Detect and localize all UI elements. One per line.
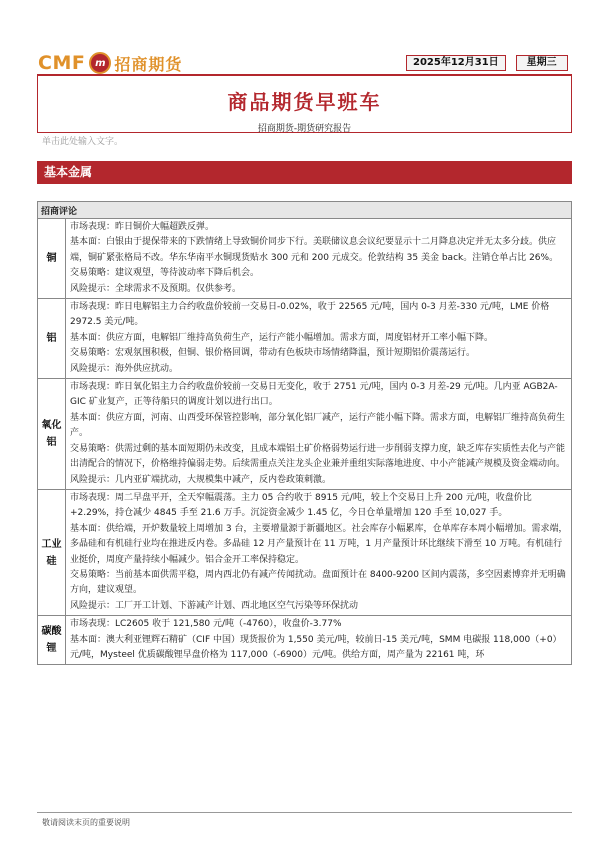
comment-table [37, 201, 572, 665]
logo-seal-icon: m [89, 52, 111, 74]
metal-comment [66, 219, 572, 299]
comment-line: 基本面：澳大利亚锂辉石精矿（CIF 中国）现货报价为 1,550 美元/吨，较前日-15 美元/吨，SMM 电碳报 118,000（+0）元/吨，Mysteel 优质碳酸锂早盘价格为 117,000（-6900）元/吨。供给方面，周产量为 22161 吨，环 [70, 634, 562, 660]
comment-line: 交易策略：宏观氛围积极，但铜、银价格回调，带动有色板块市场情绪降温，预计短期铝价震荡运行。 [70, 348, 476, 359]
page-subtitle: 招商期货-期货研究报告 [257, 124, 352, 134]
metal-comment [66, 379, 572, 490]
footer-divider [37, 812, 572, 813]
report-date: 2025年12月31日 [406, 55, 506, 71]
date-box [406, 55, 568, 71]
comment-line: 风险提示：全球需求不及预期。仅供参考。 [70, 283, 242, 294]
table-row [38, 219, 572, 299]
comment-line: 市场表现：昨日铜价大幅超跌反弹。 [70, 222, 215, 232]
table-row [38, 616, 572, 665]
comment-line: 交易策略：建议观望，等待波动率下降后机会。 [70, 268, 260, 279]
comment-line: 市场表现：LC2605 收于 121,580 元/吨（-4760），收盘价-3.77% [70, 619, 342, 630]
page-title: 商品期货早班车 [227, 90, 382, 114]
comment-header-label: 招商评论 [38, 202, 572, 219]
comment-line: 交易策略：当前基本面供需平稳，周内西北仍有减产传闻扰动。盘面预计在 8400-9200 区间内震荡，多空因素博弈并无明确方向，建议观望。 [70, 569, 566, 596]
metal-comment [66, 489, 572, 615]
metal-name: 铝 [38, 299, 66, 379]
comment-line: 交易策略：供需过剩的基本面短期仍未改变，且成本端铝土矿价格弱势运行进一步削弱支撑力度，缺乏库存实质性去化与产能出清配合的情况下，价格维持偏弱走势。后续需重点关注龙头企业兼并重组实际落地进度、中小产能减产规模及资金端动向。 [70, 443, 566, 470]
comment-line: 风险提示：工厂开工计划、下游减产计划、西北地区空气污染等环保扰动 [70, 600, 359, 611]
comment-line: 风险提示：海外供应扰动。 [70, 363, 179, 374]
table-row [38, 489, 572, 615]
logo-chinese: 招商期货 [114, 54, 183, 74]
text-placeholder[interactable]: 单击此处输入文字。 [42, 137, 124, 147]
comment-line: 风险提示：几内亚矿端扰动，大规模集中减产，反内卷政策刺激。 [70, 474, 332, 485]
metal-name: 碳酸锂 [38, 616, 66, 665]
metal-comment [66, 299, 572, 379]
comment-rows [38, 219, 572, 665]
metal-name: 铜 [38, 219, 66, 299]
metal-comment [66, 616, 572, 665]
section-title: 基本金属 [37, 161, 572, 184]
table-row [38, 299, 572, 379]
company-logo [38, 50, 182, 76]
title-box [37, 76, 572, 133]
comment-line: 基本面：供应方面，电解铝厂维持高负荷生产，运行产能小幅增加。需求方面，周度铝材开工率小幅下降。 [70, 332, 494, 343]
comment-line: 市场表现：昨日电解铝主力合约收盘价较前一交易日-0.02%，收于 22565 元/吨，国内 0-3 月差-330 元/吨，LME 价格 2972.5 美元/吨。 [70, 302, 550, 328]
metal-name: 氧化铝 [38, 379, 66, 490]
metal-name: 工业硅 [38, 489, 66, 615]
comment-line: 市场表现：昨日氧化铝主力合约收盘价较前一交易日无变化，收于 2751 元/吨，国内 0-3 月差-29 元/吨。几内亚 AGB2A-GIC 矿业复产，正等待船只的调度计划以进行出口。 [70, 382, 558, 408]
comment-line: 市场表现：周二早盘平开，全天窄幅震荡。主力 05 合约收于 8915 元/吨，较上个交易日上升 200 元/吨，收盘价比+2.29%，持仓减少 4845 手至 21.6 万手。沉淀资金减少 1.45 亿，今日仓单量增加 120 手至 10,027 手。 [70, 492, 532, 519]
comment-line: 基本面：供应方面，河南、山西受环保管控影响，部分氧化铝厂减产，运行产能小幅下降。需求方面，电解铝厂维持高负荷生产。 [70, 412, 566, 439]
comment-line: 基本面：白银由于提保带来的下跌情绪上导致铜价同步下行。美联储议息会议纪要显示十二月降息决定并无太多分歧。供应端，铜矿紧张格局不改。华东华南平水铜现货贴水 300 元和 200 元成交。伦敦结构 35 美金 back。注销仓单占比 26%。 [70, 237, 559, 263]
comment-line: 基本面：供给端，开炉数量较上周增加 3 台，主要增量源于新疆地区。社会库存小幅累库，仓单库存本周小幅增加。需求端，多晶硅和有机硅行业均在推进反内卷。多晶硅 12 月产量预计在 11 万吨，1 月产量预计环比继续下滑至 10 万吨。有机硅行业挺价，周度产量持续小幅减少。铝合金开工率保持稳定。 [70, 523, 568, 565]
footer-disclaimer: 敬请阅读末页的重要说明 [42, 818, 130, 827]
logo-latin: CMF [38, 52, 86, 74]
table-row [38, 379, 572, 490]
comment-table-header [38, 202, 572, 219]
report-weekday: 星期三 [516, 55, 568, 71]
